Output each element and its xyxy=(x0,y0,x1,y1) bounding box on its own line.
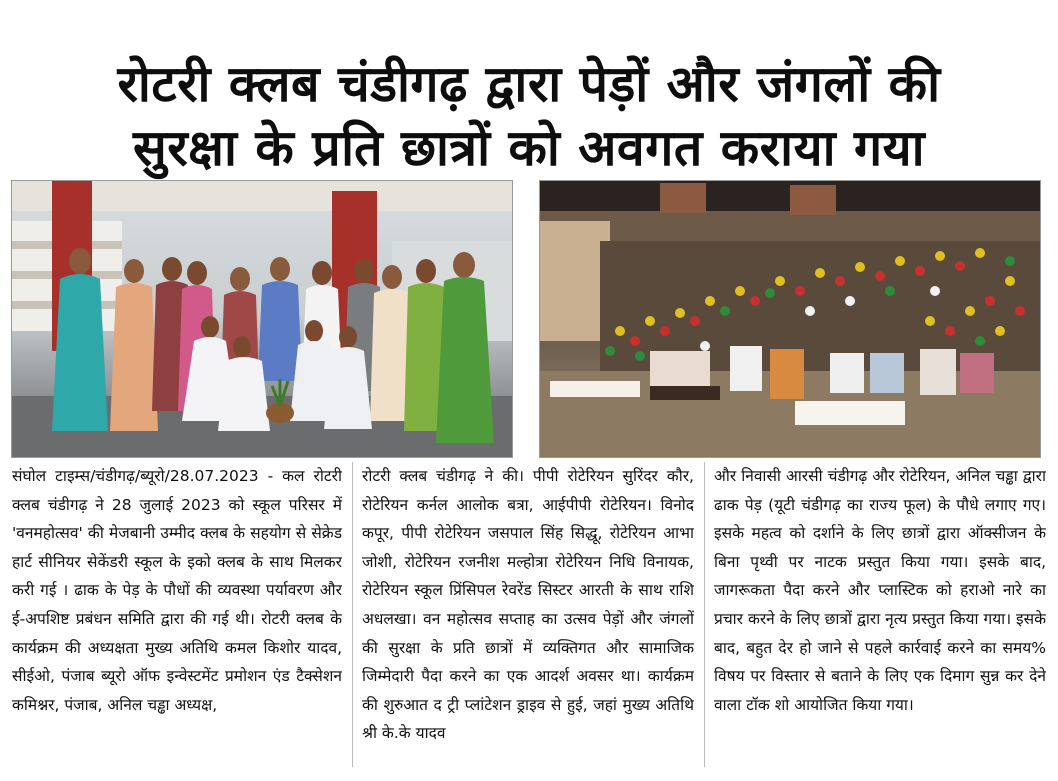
headline-line-2: सुरक्षा के प्रति छात्रों को अवगत कराया गया xyxy=(132,118,926,177)
headline xyxy=(0,52,1058,180)
side-wall xyxy=(540,221,610,341)
headline-line-1: रोटरी क्लब चंडीगढ़ द्वारा पेड़ों और जंगलों की xyxy=(117,54,941,113)
group-photo-illustration xyxy=(12,181,512,457)
article-column-1: संघोल टाइम्स/चंडीगढ़/ब्यूरो/28.07.2023 - कल रोटरी क्लब चंडीगढ़ ने 28 जुलाई 2023 को स्कूल परिसर में 'वनमहोत्सव' की मेजबानी उम्मीद क्लब के सहयोग से सेक्रेड हार्ट सीनियर सेकेंडरी स्कूल के इको क्लब के साथ मिलकर करी गई । ढाक के पेड़ के पौधों की व्यवस्था पर्यावरण और ई-अपशिष्ट प्रबंधन समिति द्वारा की गई थी। रोटरी क्लब के कार्यक्रम की अध्यक्षता मुख्य अतिथि कमल किशोर यादव, सीईओ, पंजाब ब्यूरो ऑफ इन्वेस्टमेंट प्रमोशन एंड टैक्सेशन कमिश्नर, पंजाब, अनिल चड्ढा अध्यक्ष, xyxy=(12,467,342,714)
group-photo xyxy=(11,180,513,458)
column-divider xyxy=(704,462,705,767)
table-left xyxy=(550,381,640,397)
article-column-3: और निवासी आरसी चंडीगढ़ और रोटेरियन, अनिल चड्ढा द्वारा ढाक पेड़ (यूटी चंडीगढ़ का राज्य फूल) के पौधे लगाए गए। इसके महत्व को दर्शाने के लिए छात्रों द्वारा ऑक्सीजन के बिना पृथ्वी पर नाटक प्रस्तुत किया गया। इसके बाद, जागरूकता पैदा करने और प्लास्टिक को हराओ नारे का प्रचार करने के लिए छात्रों द्वारा नृत्य प्रस्तुत किया गया। इसके बाद, बहुत देर हो जाने से पहले कार्रवाई करने का समय% विषय पर विस्तार से बताने के लिए एक दिमाग सुन्न कर देने वाला टॉक शो आयोजित किया गया। xyxy=(714,467,1046,714)
auditorium-illustration xyxy=(540,181,1040,457)
auditorium-photo xyxy=(539,180,1041,458)
table-right xyxy=(795,401,905,425)
column-divider xyxy=(352,462,353,767)
banner-frame xyxy=(660,183,706,213)
article-column-2: रोटरी क्लब चंडीगढ़ ने की। पीपी रोटेरियन सुरिंदर कौर, रोटेरियन कर्नल आलोक बत्रा, आईपीपी रोटेरियन। विनोद कपूर, पीपी रोटेरियन जसपाल सिंह सिद्धू, रोटेरियन आभा जोशी, रोटेरियन रजनीश मल्होत्रा रोटेरियन निधि विनायक, रोटेरियन स्कूल प्रिंसिपल रेवरेंड सिस्टर आरती के साथ राशि अधलखा। वन महोत्सव सप्ताह का उत्सव पेड़ों और जंगलों की सुरक्षा के प्रति छात्रों में व्यक्तिगत और सामाजिक जिम्मेदारी पैदा करने का एक आदर्श अवसर था। कार्यक्रम की शुरुआत द ट्री प्लांटेशन ड्राइव से हुई, जहां मुख्य अतिथि श्री के.के यादव xyxy=(362,467,694,743)
